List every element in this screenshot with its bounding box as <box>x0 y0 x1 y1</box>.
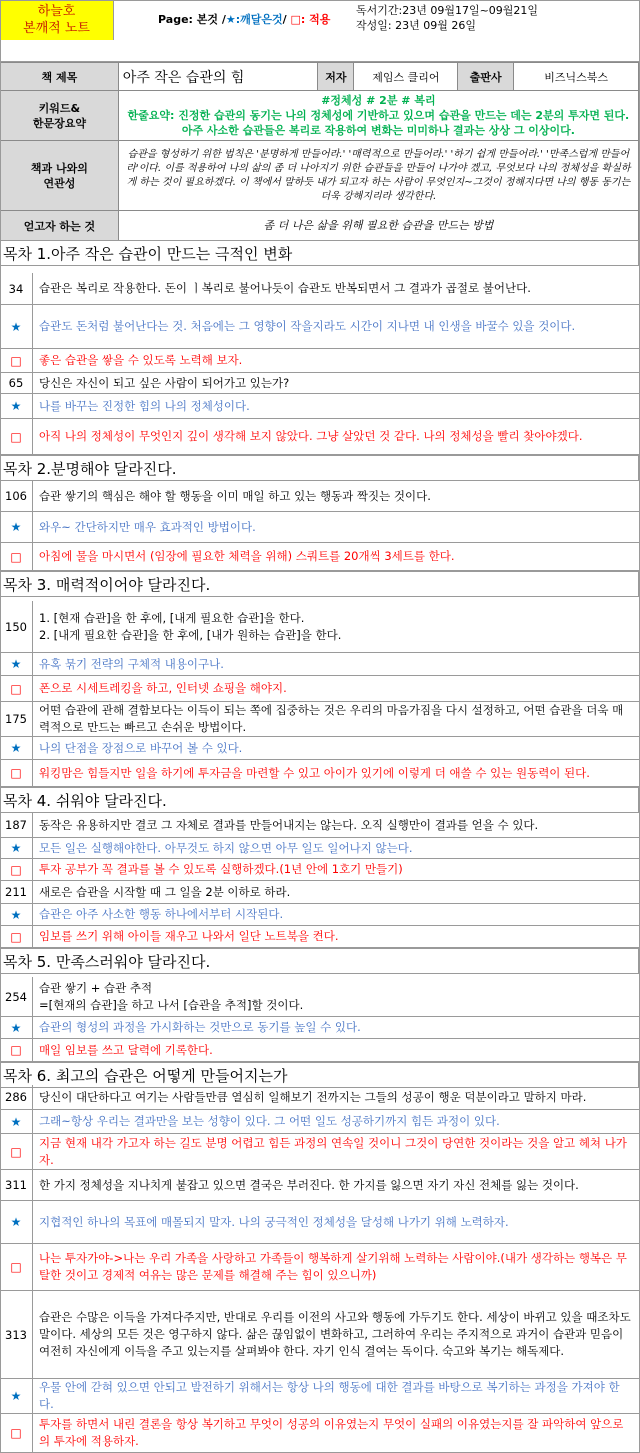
publisher-value: 비즈닉스북스 <box>514 63 639 91</box>
applied-checkbox-icon: □ <box>0 760 33 786</box>
note-row <box>0 601 639 653</box>
note-row <box>0 1414 639 1453</box>
note-row <box>0 1379 639 1414</box>
realized-star-icon: ★ <box>0 904 33 925</box>
relation-text: 습관을 형성하기 위한 법칙은 '분명하게 만들어라.' '매력적으로 만들어라.' '하기 쉽게 만들어라.' '만족스럽게 만들어라'이다. 이를 적용하여 나의 삶의 좀 더 나아지기 위한 습관들을 만들어 나가야 겠고, 무엇보다 나의 정체성을 확실하게 하는 것이 필요하겠다. 이 책에서 말하듯 내가 되고자 하는 사람이 무엇인지~그것이 정해지다면 나의 행동 동기는 더욱 강해지리라 생각한다. <box>118 141 638 211</box>
realized-text: 습관도 돈처럼 불어난다는 것. 처음에는 그 영향이 작을지라도 시간이 지나면 내 인생을 바꿀수 있을 것이다. <box>39 319 576 333</box>
note-row <box>0 1170 639 1201</box>
seen-text: 1. [현재 습관]을 한 후에, [내게 필요한 습관]을 한다. 2. [내게 필요한 습관]을 한 후에, [내가 원하는 습관]을 한다. <box>39 610 342 642</box>
page-number: 311 <box>0 1170 33 1200</box>
note-row <box>0 349 639 373</box>
chapter-heading: 목차 5. 만족스러워야 달라진다. <box>0 948 639 974</box>
legend-realized: ★:깨달은것 <box>225 13 283 26</box>
page-number: 106 <box>0 481 33 511</box>
applied-checkbox-icon: □ <box>0 543 33 570</box>
legend-applied: □: 적용 <box>290 13 331 26</box>
note-row <box>0 1244 639 1291</box>
chapter-heading: 목차 3. 매력적이어야 달라진다. <box>0 571 639 597</box>
applied-text: 아직 나의 정체성이 무엇인지 깊이 생각해 보지 않았다. 그냥 살았던 것 같다. 나의 정체성을 빨리 찾아야겠다. <box>39 429 583 443</box>
keyword-summary: 한줄요약: 진정한 습관의 동기는 나의 정체성에 기반하고 있으며 습관을 만드는 데는 2분의 투자면 된다. 아주 사소한 습관들은 복리로 작용하여 변화는 미미하나 결과는 상상 그 이상이다. <box>127 109 630 137</box>
note-row <box>0 1039 639 1062</box>
realized-text: 습관의 형성의 과정을 가시화하는 것만으로 동기를 높일 수 있다. <box>39 1020 361 1034</box>
header-spacer <box>0 40 639 62</box>
page-number: 150 <box>0 601 33 652</box>
realized-star-icon: ★ <box>0 653 33 675</box>
page-number: 175 <box>0 702 33 736</box>
logo <box>0 0 114 40</box>
page-number: 187 <box>0 813 33 837</box>
applied-text: 나는 투자가야->나는 우리 가족을 사랑하고 가족들이 행복하게 살기위해 노력하는 사람이야.(내가 생각하는 행복은 무탈한 것이고 경제적 여유는 많은 문제를 해결해 주는 힘이 있으니까) <box>39 1251 627 1282</box>
realized-star-icon: ★ <box>0 737 33 759</box>
realized-text: 우물 안에 갇혀 있으면 안되고 발전하기 위해서는 항상 나의 행동에 대한 결과를 바탕으로 복기하는 과정을 가져야 한다. <box>39 1380 620 1411</box>
realized-star-icon: ★ <box>0 1201 33 1243</box>
note-row <box>0 1134 639 1170</box>
seen-text: 한 가지 정체성을 지나치게 붙잡고 있으면 결국은 부러진다. 한 가지를 잃으면 자기 자신 전체를 잃는 것이다. <box>39 1177 579 1192</box>
keyword-tags: #정체성 # 2분 # 복리 <box>321 94 436 107</box>
realized-text: 습관은 아주 사소한 행동 하나에서부터 시작된다. <box>39 907 284 921</box>
note-row <box>0 813 639 838</box>
note-row <box>0 653 639 676</box>
book-info-table <box>0 62 639 241</box>
realized-text: 나를 바꾸는 진정한 힘의 나의 정체성이다. <box>39 398 250 413</box>
goal-label: 얻고자 하는 것 <box>1 211 119 241</box>
logo-line-1: 하늘호 <box>37 4 76 19</box>
chapter-heading: 목차 4. 쉬워야 달라진다. <box>0 787 639 813</box>
chapter-heading: 목차 6. 최고의 습관은 어떻게 만들어지는가 <box>0 1062 639 1088</box>
page-number: 313 <box>0 1291 33 1378</box>
realized-star-icon: ★ <box>0 1110 33 1133</box>
note-row <box>0 881 639 904</box>
note-row <box>0 737 639 760</box>
note-row <box>0 273 639 305</box>
legend-sep: / <box>282 13 291 26</box>
note-row <box>0 512 639 543</box>
note-row <box>0 394 639 419</box>
page-number: 254 <box>0 977 33 1016</box>
keyword-label: 키워드& 한문장요약 <box>1 91 119 141</box>
applied-checkbox-icon: □ <box>0 926 33 947</box>
seen-text: 새로은 습관을 시작할 때 그 일을 2분 이하로 하라. <box>39 884 291 899</box>
applied-text: 폰으로 시세트레킹을 하고, 인터넷 쇼핑을 해야지. <box>39 681 287 695</box>
note-row <box>0 481 639 512</box>
applied-text: 아침에 물을 마시면서 (임장에 필요한 체력을 위해) 스쿼트를 20개씩 3세트를 한다. <box>39 549 455 563</box>
seen-text: 습관은 수많은 이득을 가져다주지만, 반대로 우리를 이전의 사고와 행동에 가두기도 한다. 세상이 바뀌고 있을 때조차도 말이다. 세상의 모든 것은 영구하지 않다. 삶은 끊임없이 변화하고, 그러하여 우리는 주지적으로 과거이 습관과 믿음이 여전히 자신에게 이득을 주고 있는지를 살펴봐야 한다. 자기 인식 결여는 독이다. 숙고와 복기는 해독제다. <box>39 1310 631 1358</box>
applied-checkbox-icon: □ <box>0 1134 33 1169</box>
realized-text: 모든 일은 실행해야한다. 아무것도 하지 않으면 아무 일도 일어나지 않는다. <box>39 840 413 855</box>
applied-checkbox-icon: □ <box>0 1414 33 1452</box>
author-value: 제임스 클리어 <box>354 63 458 91</box>
goal-text: 좀 더 나은 삶을 위해 필요한 습관을 만드는 방법 <box>118 211 638 241</box>
note-row <box>0 838 639 859</box>
seen-text: 습관 쌓기의 핵심은 해야 할 행동을 이미 매일 하고 있는 행동과 짝짓는 것이다. <box>39 488 431 503</box>
author-label: 저자 <box>318 63 354 91</box>
applied-text: 좋은 습관을 쌓을 수 있도록 노력해 보자. <box>39 353 243 367</box>
realized-text: 와우~ 간단하지만 매우 효과적인 방법이다. <box>39 519 256 534</box>
applied-text: 투자를 하면서 내린 결론을 항상 복기하고 무엇이 성공의 이유였는지 무엇이 실패의 이유였는지를 잘 파악하여 앞으로의 투자에 적용하자. <box>39 1417 624 1448</box>
applied-checkbox-icon: □ <box>0 859 33 880</box>
keyword-summary-cell <box>118 91 638 141</box>
applied-checkbox-icon: □ <box>0 349 33 372</box>
applied-checkbox-icon: □ <box>0 1244 33 1290</box>
relation-label: 책과 나와의 연관성 <box>1 141 119 211</box>
page-number: 65 <box>0 373 33 393</box>
seen-text: 습관 쌓기 + 습관 추적 =[현재의 습관]을 하고 나서 [습관을 추적]할 것이다. <box>39 980 304 1012</box>
page-number: 286 <box>0 1085 33 1109</box>
realized-star-icon: ★ <box>0 394 33 418</box>
written-date: 작성일: 23년 09월 26일 <box>356 19 476 32</box>
seen-text: 동작은 유용하지만 결코 그 자체로 결과를 만들어내지는 않는다. 오직 실행만이 결과를 얻을 수 있다. <box>39 817 539 832</box>
note-row <box>0 676 639 702</box>
logo-line-2: 본깨적 노트 <box>23 21 90 36</box>
page-number: 211 <box>0 881 33 903</box>
note-row <box>0 1291 639 1379</box>
book-title: 아주 작은 습관의 힘 <box>118 63 318 91</box>
seen-text: 어떤 습관에 관해 결함보다는 이득이 되는 쪽에 집중하는 것은 우리의 마음가짐을 다시 설정하고, 어떤 습관을 더욱 매력적으로 만드는 빠르고 손쉬운 방법이다. <box>39 703 624 734</box>
applied-text: 투자 공부가 꼭 결과를 볼 수 있도록 실행하겠다.(1년 안에 1호기 만들기) <box>39 862 403 876</box>
seen-text: 당신은 자신이 되고 싶은 사람이 되어가고 있는가? <box>39 375 290 390</box>
note-row <box>0 419 639 455</box>
note-row <box>0 926 639 948</box>
header-dates <box>356 3 538 33</box>
chapter-heading: 목차 2.분명해야 달라진다. <box>0 455 639 481</box>
realized-star-icon: ★ <box>0 512 33 542</box>
note-row <box>0 760 639 787</box>
note-row <box>0 702 639 737</box>
realized-star-icon: ★ <box>0 1379 33 1413</box>
publisher-label: 출판사 <box>458 63 514 91</box>
applied-checkbox-icon: □ <box>0 419 33 454</box>
note-row <box>0 1201 639 1244</box>
seen-text: 습관은 복리로 작용한다. 돈이 ㅣ복리로 불어나듯이 습관도 반복되면서 그 결과가 곱절로 불어난다. <box>39 281 531 295</box>
realized-star-icon: ★ <box>0 1017 33 1038</box>
title-label: 책 제목 <box>1 63 119 91</box>
page-legend <box>114 0 354 40</box>
legend-seen: Page: 본것 / <box>158 13 226 26</box>
seen-text: 당신이 대단하다고 여기는 사람들만큼 열심히 일해보기 전까지는 그들의 성공이 행운 덕분이라고 말하지 마라. <box>39 1089 587 1104</box>
applied-checkbox-icon: □ <box>0 1039 33 1061</box>
applied-text: 매일 임보를 쓰고 달력에 기록한다. <box>39 1042 213 1057</box>
note-row <box>0 373 639 394</box>
applied-text: 지금 현재 내각 가고자 하는 길도 분명 어렵고 힘든 과정의 연속일 것이니 그것이 당연한 것이라는 것을 알고 헤쳐 나가자. <box>39 1135 627 1167</box>
note-row <box>0 543 639 571</box>
applied-text: 임보를 쓰기 위해 아이들 재우고 나와서 일단 노트북을 켠다. <box>39 929 339 943</box>
note-row <box>0 859 639 881</box>
realized-star-icon: ★ <box>0 305 33 348</box>
realized-text: 지협적인 하나의 목표에 매몰되지 말자. 나의 궁극적인 정체성을 달성해 나가기 위해 노력하자. <box>39 1214 509 1229</box>
chapter-heading: 목차 1.아주 작은 습관이 만드는 극적인 변화 <box>0 240 639 266</box>
reading-period: 독서기간:23년 09월17일~09월21일 <box>356 4 539 17</box>
realized-text: 그래~항상 우리는 결과만을 보는 성향이 있다. 그 어떤 일도 성공하기까지 힘든 과정이 있다. <box>39 1114 500 1128</box>
page-number: 34 <box>0 273 33 304</box>
note-row <box>0 1110 639 1134</box>
realized-star-icon: ★ <box>0 838 33 858</box>
realized-text: 유혹 묶기 전략의 구체적 내용이구나. <box>39 656 224 671</box>
note-row <box>0 305 639 349</box>
applied-checkbox-icon: □ <box>0 676 33 701</box>
applied-text: 워킹맘은 힘들지만 일을 하기에 투자금을 마련할 수 있고 아이가 있기에 이렇게 더 애쓸 수 있는 원동력이 된다. <box>39 765 590 780</box>
realized-text: 나의 단점을 장점으로 바꾸어 볼 수 있다. <box>39 740 243 755</box>
note-row <box>0 1017 639 1039</box>
note-row <box>0 904 639 926</box>
note-row <box>0 977 639 1017</box>
note-row <box>0 1085 639 1110</box>
